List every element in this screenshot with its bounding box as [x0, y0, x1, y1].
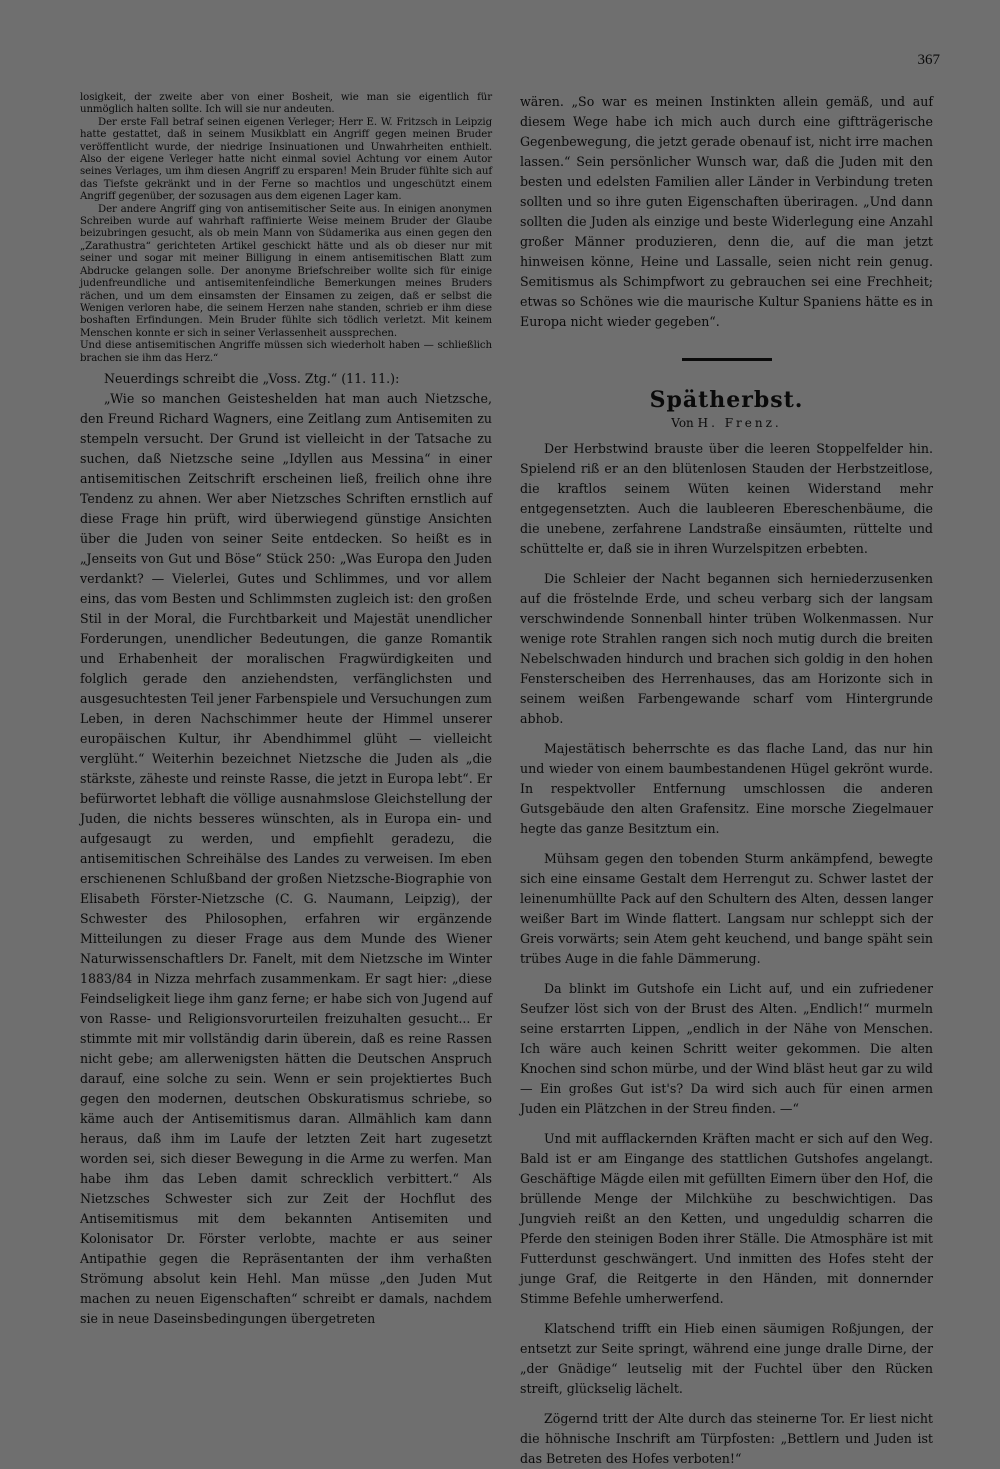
text-paragraph: Der erste Fall betraf seinen eigenen Verleger; Herr E. W. Fritzsch in Leipzig hatte gestattet, daß in seinem Musikblatt ein Angriff gegen meinen Bruder veröffentlicht wurde, der niedrige Insinuationen und Unwahrheiten enthielt. Also der eigene Verleger hatte nicht einmal soviel Achtung vor einem Autor seines Verlages, um ihm diesen Angriff zu ersparen! Mein Bruder fühlte sich auf das Tiefste gekränkt und in der Ferne so machtlos und ungeschützt einem Angriff gegenüber, der sozusagen aus dem eigenen Lager kam. [80, 116, 492, 203]
section-divider [682, 358, 772, 361]
page-number: 367 [917, 52, 940, 68]
story-paragraph: Da blinkt im Gutshofe ein Licht auf, und ein zufriedener Seufzer löst sich von der Brust des Alten. „Endlich!“ murmeln seine erstarrten Lippen, „endlich in der Nähe von Menschen. Ich wäre auch keinen Schritt weiter gekommen. Die alten Knochen sind schon mürbe, und der Wind bläst heut gar zu wild — Ein großes Gut ist's? Da wird sich auch für einen armen Juden ein Plätzchen in der Streu finden. —“ [520, 981, 933, 1116]
newspaper-quote-section [80, 369, 492, 1329]
story-paragraph: Der Herbstwind brauste über die leeren Stoppelfelder hin. Spielend riß er an den blütenlosen Stauden der Herbstzeitlose, die kraftlos seinem Wüten keinen Widerstand mehr entgegensetzten. Auch die laubleeren Ebereschenbäume, die die unebene, zerfahrene Landstraße einsäumten, rüttelte und schüttelte er, daß sie in ihren Wurzelspitzen erbebten. [520, 441, 933, 556]
right-column [520, 92, 933, 1469]
story-paragraph: Zögernd tritt der Alte durch das steinerne Tor. Er liest nicht die höhnische Inschrift am Türpfosten: „Bettlern und Juden ist das Betreten des Hofes verboten!“ [520, 1411, 933, 1466]
byline [520, 415, 933, 431]
intro-line: Neuerdings schreibt die „Voss. Ztg.“ (11. 11.): [104, 370, 400, 386]
text-paragraph: Der andere Angriff ging von antisemitischer Seite aus. In einigen anonymen Schreiben wurde auf wahrhaft raffinierte Weise meinem Bruder der Glaube beizubringen gesucht, als ob mein Mann von Südamerika aus einen gegen den „Zarathustra“ gerichteten Artikel geschickt hätte und als ob dieser nur mit seiner und sogar mit meiner Billigung in einem antisemitischen Blatt zum Abdrucke gelangen solle. Der anonyme Briefschreiber wollte sich für einige judenfreundliche und antisemitenfeindliche Bemerkungen meines Bruders rächen, und um dem einsamsten der Einsamen zu zeigen, daß er selbst die Wenigen verloren habe, die seinem Herzen nahe standen, schrieb er ihm diese boshaften Erfindungen. Mein Bruder fühlte sich tödlich verletzt. Mit keinem Menschen konnte er sich in seiner Verlassenheit aussprechen. [80, 203, 492, 339]
story-paragraph: Klatschend trifft ein Hieb einen säumigen Roßjungen, der entsetzt zur Seite springt, während eine junge dralle Dirne, der „der Gnädige“ leutselig mit der Fuchtel über den Rücken streift, glückselig lächelt. [520, 1321, 933, 1396]
quote-paragraph: „Wie so manchen Geisteshelden hat man auch Nietzsche, den Freund Richard Wagners, eine Zeitlang zum Antisemiten zu stempeln versucht. Der Grund ist vielleicht in der Tatsache zu suchen, daß Nietzsche seine „Idyllen aus Messina“ in einer antisemitischen Zeitschrift erscheinen ließ, freilich ohne ihre Tendenz zu ahnen. Wer aber Nietzsches Schriften ernstlich auf diese Frage hin prüft, wird überwiegend günstige Ansichten über die Juden von seiner Seite entdecken. So heißt es in „Jenseits von Gut und Böse“ Stück 250: „Was Europa den Juden verdankt? — Vielerlei, Gutes und Schlimmes, und vor allem eins, das vom Besten und Schlimmsten zugleich ist: den großen Stil in der Moral, die Furchtbarkeit und Majestät unendlicher Forderungen, unendlicher Bedeutungen, die ganze Romantik und Erhabenheit der moralischen Fragwürdigkeiten und folglich gerade den anziehendsten, verfänglichsten und ausgesuchtesten Teil jener Farbenspiele und Versuchungen zum Leben, in deren Nachschimmer heute der Himmel unserer europäischen Kultur, ihr Abendhimmel glüht — vielleicht verglüht.“ Weiterhin bezeichnet Nietzsche die Juden als „die stärkste, zäheste und reinste Rasse, die jetzt in Europa lebt“. Er befürwortet lebhaft die völlige ausnahmslose Gleichstellung der Juden, die nichts besseres wünschten, als in Europa ein- und aufgesaugt zu werden, und empfiehlt geradezu, die antisemitischen Schreihälse des Landes zu verweisen. Im eben erschienenen Schlußband der großen Nietzsche-Biographie von Elisabeth Förster-Nietzsche (C. G. Naumann, Leipzig), der Schwester des Philosophen, erfahren wir ergänzende Mitteilungen zu dieser Frage aus dem Munde des Wiener Naturwissenschaftlers Dr. Fanelt, mit dem Nietzsche im Winter 1883/84 in Nizza mehrfach zusammenkam. Er sagt hier: „diese Feindseligkeit liege ihm ganz ferne; er habe sich von Jugend auf von Rasse- und Religionsvorurteilen freizuhalten gesucht... Er stimmte mit mir vollständig darin überein, daß es reine Rassen nicht gebe; am allerwenigsten hätten die Deutschen Anspruch darauf, eine solche zu sein. Wenn er sein projektiertes Buch gegen den modernen, deutschen Obskuratismus schriebe, so käme auch der Antisemitismus daran. Allmählich kam dann heraus, daß ihm im Laufe der letzten Zeit hart zugesetzt worden sei, sich dieser Bewegung in die Arme zu werfen. Man habe ihm das Leben damit schrecklich verbittert.“ Als Nietzsches Schwester sich zur Zeit der Hochflut des Antisemitismus mit dem bekannten Antisemiten und Kolonisator Dr. Förster verlobte, machte er aus seiner Antipathie gegen die Repräsentanten der ihm verhaßten Strömung absolut kein Hehl. Man müsse „den Juden Mut machen zu neuen Eigenschaften“ schreibt er damals, nachdem sie in neue Daseinsbedingungen übergetreten [80, 390, 492, 1326]
byline-author: H. Frenz. [697, 416, 782, 430]
story-paragraph: Mühsam gegen den tobenden Sturm ankämpfend, bewegte sich eine einsame Gestalt dem Herrengut zu. Schwer lastet der leinenumhüllte Pack auf den Schultern des Alten, dessen langer weißer Bart im Winde flattert. Langsam nur schleppt sich der Greis vorwärts; sein Atem geht keuchend, und bange späht sein trübes Auge in die fahle Dämmerung. [520, 851, 933, 966]
quote-continuation: wären. „So war es meinen Instinkten allein gemäß, und auf diesem Wege habe ich mich auch durch eine giftträgerische Gegenbewegung, die jetzt gerade obenauf ist, nicht irre machen lassen.“ Sein persönlicher Wunsch war, daß die Juden mit den besten und edelsten Familien aller Länder in Verbindung treten sollten und so ihre guten Eigenschaften überiragen. „Und dann sollten die Juden als einzige und beste Widerlegung eine Anzahl großer Männer produzieren, denn die, auf die man jetzt hinweisen könne, Heine und Lassalle, seien nicht rein genug. Semitismus als Schimpfwort zu gebrauchen sei eine Frechheit; etwas so Schönes wie die maurische Kultur Spaniens hätte es in Europa nicht wieder gegeben“. [520, 94, 933, 329]
small-print-section [80, 92, 492, 365]
quote-continuation-section [520, 92, 933, 332]
story-paragraph: Die Schleier der Nacht begannen sich herniederzusenken auf die fröstelnde Erde, und scheu verbarg sich der langsam verschwindende Sonnenball hinter trüben Wolkenmassen. Nur wenige rote Strahlen rangen sich noch mutig durch die breiten Nebelschwaden hindurch und brachen sich goldig in den hohen Fensterscheiben des Herrenhauses, das am Horizonte sich in seinem weißen Farbengewande scharf vom Hintergrunde abhob. [520, 571, 933, 726]
story-body [520, 439, 933, 1469]
left-column [80, 92, 492, 1329]
spaced-emphasis-text: Und diese antisemitischen Angriffe müssen sich wiederholt haben — schließlich brachen sie ihm das Herz.“ [80, 340, 492, 364]
byline-prefix: Von [671, 416, 694, 430]
story-title: Spätherbst. [649, 387, 804, 413]
story-paragraph: Und mit aufflackernden Kräften macht er sich auf den Weg. Bald ist er am Eingange des stattlichen Gutshofes angelangt. Geschäftige Mägde eilen mit gefüllten Eimern über den Hof, die brüllende Menge der Milchkühe zu beschwichtigen. Das Jungvieh reißt an den Ketten, und ungeduldig scharren die Pferde den steinigen Boden ihrer Ställe. Die Atmosphäre ist mit Futterdunst geschwängert. Und inmitten des Hofes steht der junge Graf, die Reitgerte in den Händen, mit donnernder Stimme Befehle umherwerfend. [520, 1131, 933, 1306]
text-paragraph: losigkeit, der zweite aber von einer Bosheit, wie man sie eigentlich für unmöglich halten sollte. Ich will sie nur andeuten. [80, 92, 492, 116]
story-paragraph: Majestätisch beherrschte es das flache Land, das nur hin und wieder von einem baumbestandenen Hügel gekrönt wurde. In respektvoller Entfernung umschlossen die anderen Gutsgebäude den alten Grafensitz. Eine morsche Ziegelmauer hegte das ganze Besitztum ein. [520, 741, 933, 836]
